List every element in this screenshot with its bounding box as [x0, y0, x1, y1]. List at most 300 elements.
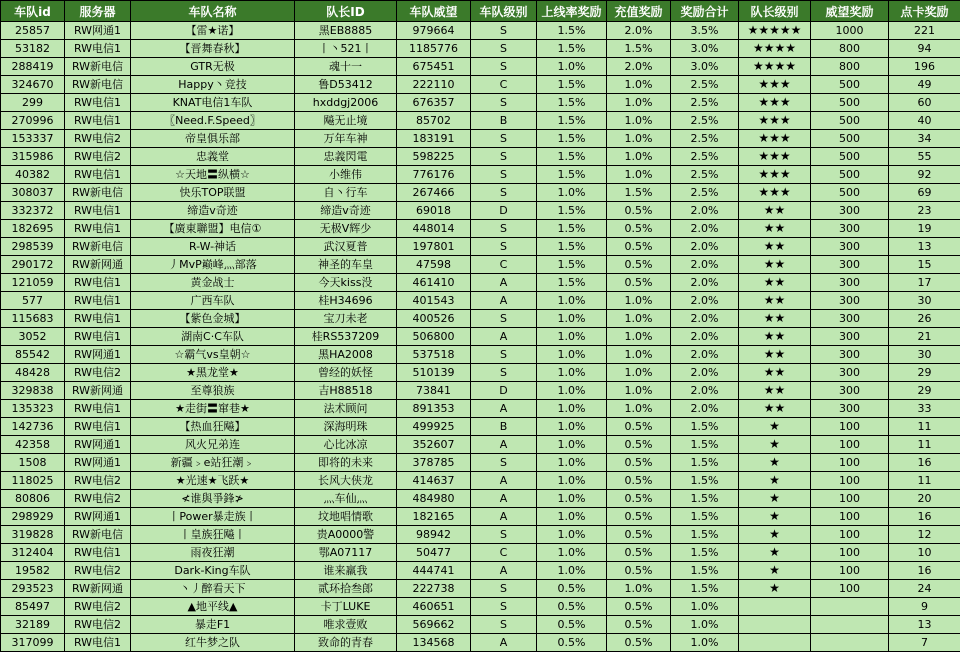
cell-prestige-reward: 100	[811, 580, 889, 598]
cell-total-reward: 2.0%	[671, 256, 739, 274]
cell-team-id: 182695	[1, 220, 65, 238]
cell-online-rate-reward: 1.0%	[537, 418, 607, 436]
cell-prestige-reward	[811, 598, 889, 616]
cell-total-reward: 1.5%	[671, 508, 739, 526]
table-row	[1, 22, 960, 40]
cell-team-level: S	[471, 40, 537, 58]
cell-recharge-reward: 0.5%	[607, 508, 671, 526]
cell-recharge-reward: 1.0%	[607, 364, 671, 382]
cell-server: RW新电信	[65, 58, 131, 76]
cell-online-rate-reward: 1.5%	[537, 130, 607, 148]
cell-prestige-reward: 1000	[811, 22, 889, 40]
cell-total-reward: 2.0%	[671, 274, 739, 292]
cell-captain-id: 致命的青春	[295, 634, 397, 652]
cell-team-level: S	[471, 310, 537, 328]
cell-team-id: 270996	[1, 112, 65, 130]
table-row	[1, 256, 960, 274]
cell-team-name: 〖Need.F.Speed〗	[131, 112, 295, 130]
header-row	[1, 1, 960, 22]
cell-total-reward: 2.0%	[671, 364, 739, 382]
cell-total-reward: 2.0%	[671, 346, 739, 364]
column-header-prestige-reward: 威望奖励	[811, 1, 889, 22]
cell-captain-id: 万年车神	[295, 130, 397, 148]
cell-captain-level: ★★	[739, 274, 811, 292]
cell-point-card-reward: 24	[889, 580, 960, 598]
cell-online-rate-reward: 1.0%	[537, 292, 607, 310]
cell-total-reward: 2.0%	[671, 238, 739, 256]
cell-team-level: S	[471, 166, 537, 184]
cell-captain-id: 桂H34696	[295, 292, 397, 310]
cell-server: RW网通1	[65, 454, 131, 472]
cell-server: RW新网通	[65, 580, 131, 598]
cell-captain-level: ★	[739, 454, 811, 472]
table-row	[1, 490, 960, 508]
cell-captain-level	[739, 598, 811, 616]
cell-team-prestige: 50477	[397, 544, 471, 562]
cell-team-id: 135323	[1, 400, 65, 418]
cell-team-level: A	[471, 490, 537, 508]
cell-team-level: C	[471, 544, 537, 562]
cell-captain-level: ★★★	[739, 166, 811, 184]
cell-captain-level: ★	[739, 580, 811, 598]
cell-server: RW电信2	[65, 598, 131, 616]
cell-server: RW电信2	[65, 130, 131, 148]
cell-captain-id: 灬车仙灬	[295, 490, 397, 508]
cell-recharge-reward: 2.0%	[607, 22, 671, 40]
cell-server: RW网通1	[65, 346, 131, 364]
cell-team-id: 298929	[1, 508, 65, 526]
table-row	[1, 328, 960, 346]
cell-point-card-reward: 16	[889, 508, 960, 526]
cell-captain-id: 魂十一	[295, 58, 397, 76]
cell-team-id: 42358	[1, 436, 65, 454]
cell-team-prestige: 98942	[397, 526, 471, 544]
cell-captain-id: 心比冰凉	[295, 436, 397, 454]
cell-team-prestige: 400526	[397, 310, 471, 328]
cell-team-id: 308037	[1, 184, 65, 202]
cell-captain-id: 坟地唱情歌	[295, 508, 397, 526]
cell-team-name: 【热血狂飚】	[131, 418, 295, 436]
cell-point-card-reward: 15	[889, 256, 960, 274]
cell-online-rate-reward: 1.5%	[537, 22, 607, 40]
cell-prestige-reward: 300	[811, 202, 889, 220]
cell-online-rate-reward: 1.0%	[537, 436, 607, 454]
table-row	[1, 58, 960, 76]
cell-captain-level: ★★★	[739, 130, 811, 148]
cell-online-rate-reward: 1.0%	[537, 328, 607, 346]
cell-recharge-reward: 1.0%	[607, 112, 671, 130]
cell-captain-id: 今天kiss没	[295, 274, 397, 292]
cell-team-id: 80806	[1, 490, 65, 508]
cell-captain-id: 宝刀未老	[295, 310, 397, 328]
cell-team-level: S	[471, 94, 537, 112]
cell-online-rate-reward: 1.5%	[537, 94, 607, 112]
cell-server: RW新网通	[65, 256, 131, 274]
cell-total-reward: 2.0%	[671, 328, 739, 346]
cell-captain-id: 小维伟	[295, 166, 397, 184]
cell-point-card-reward: 13	[889, 616, 960, 634]
cell-recharge-reward: 0.5%	[607, 562, 671, 580]
cell-team-name: ≮谁與爭鋒≯	[131, 490, 295, 508]
cell-total-reward: 2.0%	[671, 292, 739, 310]
cell-server: RW电信1	[65, 328, 131, 346]
cell-team-prestige: 267466	[397, 184, 471, 202]
cell-prestige-reward: 300	[811, 274, 889, 292]
cell-online-rate-reward: 1.5%	[537, 76, 607, 94]
table-row	[1, 508, 960, 526]
table-row	[1, 364, 960, 382]
cell-team-id: 85542	[1, 346, 65, 364]
cell-team-name: 快乐TOP联盟	[131, 184, 295, 202]
cell-team-name: 红牛梦之队	[131, 634, 295, 652]
table-row	[1, 166, 960, 184]
cell-team-level: S	[471, 130, 537, 148]
cell-total-reward: 1.5%	[671, 454, 739, 472]
cell-team-level: A	[471, 472, 537, 490]
cell-captain-level: ★★★★	[739, 58, 811, 76]
cell-team-prestige: 598225	[397, 148, 471, 166]
cell-team-name: 帝皇俱乐部	[131, 130, 295, 148]
cell-point-card-reward: 7	[889, 634, 960, 652]
cell-team-prestige: 569662	[397, 616, 471, 634]
cell-captain-id: 卡丁LUKE	[295, 598, 397, 616]
cell-prestige-reward: 300	[811, 238, 889, 256]
cell-total-reward: 2.5%	[671, 76, 739, 94]
cell-team-prestige: 460651	[397, 598, 471, 616]
cell-team-name: 丨Power暴走族丨	[131, 508, 295, 526]
cell-prestige-reward: 800	[811, 58, 889, 76]
cell-server: RW网通1	[65, 22, 131, 40]
cell-team-name: 风火兄弟连	[131, 436, 295, 454]
cell-team-prestige: 444741	[397, 562, 471, 580]
column-header-team-name: 车队名称	[131, 1, 295, 22]
cell-team-prestige: 414637	[397, 472, 471, 490]
cell-team-level: A	[471, 562, 537, 580]
cell-recharge-reward: 0.5%	[607, 436, 671, 454]
table-row	[1, 220, 960, 238]
cell-team-name: 【晋舞春秋】	[131, 40, 295, 58]
cell-recharge-reward: 1.0%	[607, 148, 671, 166]
cell-online-rate-reward: 1.5%	[537, 148, 607, 166]
cell-prestige-reward: 500	[811, 148, 889, 166]
cell-team-id: 290172	[1, 256, 65, 274]
table-row	[1, 400, 960, 418]
cell-online-rate-reward: 0.5%	[537, 580, 607, 598]
cell-prestige-reward: 100	[811, 490, 889, 508]
table-row	[1, 112, 960, 130]
column-header-server: 服务器	[65, 1, 131, 22]
table-row	[1, 472, 960, 490]
column-header-captain-id: 队长ID	[295, 1, 397, 22]
cell-team-id: 121059	[1, 274, 65, 292]
cell-point-card-reward: 10	[889, 544, 960, 562]
cell-team-name: ★走街〓窜巷★	[131, 400, 295, 418]
cell-server: RW电信2	[65, 148, 131, 166]
cell-point-card-reward: 40	[889, 112, 960, 130]
cell-server: RW网通1	[65, 508, 131, 526]
cell-captain-id: 武汉夏普	[295, 238, 397, 256]
cell-captain-level: ★★	[739, 346, 811, 364]
cell-team-id: 118025	[1, 472, 65, 490]
table-row	[1, 94, 960, 112]
cell-recharge-reward: 0.5%	[607, 598, 671, 616]
cell-captain-id: hxddgj2006	[295, 94, 397, 112]
table-row	[1, 310, 960, 328]
cell-recharge-reward: 1.0%	[607, 580, 671, 598]
cell-captain-level: ★★	[739, 328, 811, 346]
column-header-recharge-reward: 充值奖励	[607, 1, 671, 22]
cell-team-prestige: 222738	[397, 580, 471, 598]
cell-team-id: 142736	[1, 418, 65, 436]
cell-point-card-reward: 21	[889, 328, 960, 346]
cell-point-card-reward: 12	[889, 526, 960, 544]
cell-online-rate-reward: 1.0%	[537, 184, 607, 202]
cell-captain-id: 法术顾问	[295, 400, 397, 418]
cell-team-level: A	[471, 400, 537, 418]
cell-point-card-reward: 17	[889, 274, 960, 292]
cell-total-reward: 1.5%	[671, 562, 739, 580]
cell-team-level: A	[471, 292, 537, 310]
cell-server: RW电信1	[65, 634, 131, 652]
cell-captain-id: 深海明珠	[295, 418, 397, 436]
cell-team-prestige: 378785	[397, 454, 471, 472]
cell-point-card-reward: 26	[889, 310, 960, 328]
cell-team-name: 新疆﹥e站狂潮﹥	[131, 454, 295, 472]
cell-team-id: 3052	[1, 328, 65, 346]
cell-total-reward: 2.5%	[671, 94, 739, 112]
cell-captain-level: ★★	[739, 292, 811, 310]
cell-prestige-reward: 300	[811, 220, 889, 238]
cell-team-level: S	[471, 148, 537, 166]
cell-team-prestige: 222110	[397, 76, 471, 94]
cell-total-reward: 1.5%	[671, 436, 739, 454]
cell-captain-level: ★★	[739, 202, 811, 220]
cell-team-id: 25857	[1, 22, 65, 40]
cell-team-name: R-W-神话	[131, 238, 295, 256]
cell-recharge-reward: 0.5%	[607, 256, 671, 274]
cell-online-rate-reward: 1.0%	[537, 400, 607, 418]
cell-point-card-reward: 49	[889, 76, 960, 94]
cell-point-card-reward: 69	[889, 184, 960, 202]
cell-prestige-reward: 500	[811, 130, 889, 148]
cell-prestige-reward: 300	[811, 346, 889, 364]
cell-team-prestige: 85702	[397, 112, 471, 130]
cell-server: RW电信1	[65, 544, 131, 562]
cell-team-id: 288419	[1, 58, 65, 76]
cell-captain-id: 黑EB8885	[295, 22, 397, 40]
cell-recharge-reward: 0.5%	[607, 634, 671, 652]
cell-point-card-reward: 196	[889, 58, 960, 76]
table-body	[1, 22, 960, 652]
cell-team-name: 至尊狼族	[131, 382, 295, 400]
cell-captain-id: 曾经的妖怪	[295, 364, 397, 382]
cell-team-id: 153337	[1, 130, 65, 148]
cell-team-prestige: 776176	[397, 166, 471, 184]
cell-prestige-reward: 100	[811, 472, 889, 490]
cell-captain-level: ★	[739, 544, 811, 562]
cell-team-id: 48428	[1, 364, 65, 382]
cell-captain-level: ★★★	[739, 112, 811, 130]
cell-prestige-reward: 100	[811, 544, 889, 562]
cell-captain-level: ★★	[739, 310, 811, 328]
cell-team-level: S	[471, 238, 537, 256]
cell-prestige-reward: 500	[811, 94, 889, 112]
cell-recharge-reward: 0.5%	[607, 616, 671, 634]
cell-online-rate-reward: 1.0%	[537, 562, 607, 580]
cell-recharge-reward: 0.5%	[607, 526, 671, 544]
cell-prestige-reward: 100	[811, 436, 889, 454]
cell-captain-level: ★★	[739, 238, 811, 256]
cell-team-level: B	[471, 112, 537, 130]
cell-server: RW电信2	[65, 616, 131, 634]
cell-team-level: C	[471, 76, 537, 94]
table-row	[1, 76, 960, 94]
cell-server: RW网通1	[65, 436, 131, 454]
cell-point-card-reward: 20	[889, 490, 960, 508]
cell-total-reward: 1.5%	[671, 580, 739, 598]
table-row	[1, 436, 960, 454]
cell-team-name: ☆天地〓纵横☆	[131, 166, 295, 184]
cell-total-reward: 2.0%	[671, 202, 739, 220]
cell-online-rate-reward: 1.0%	[537, 544, 607, 562]
cell-team-level: S	[471, 616, 537, 634]
cell-prestige-reward: 300	[811, 256, 889, 274]
table-row	[1, 616, 960, 634]
cell-prestige-reward: 300	[811, 400, 889, 418]
cell-captain-id: 吉H88518	[295, 382, 397, 400]
cell-recharge-reward: 0.5%	[607, 220, 671, 238]
cell-total-reward: 1.5%	[671, 526, 739, 544]
cell-team-level: A	[471, 508, 537, 526]
cell-team-id: 1508	[1, 454, 65, 472]
cell-captain-level: ★	[739, 490, 811, 508]
cell-team-name: ★光速★飞跃★	[131, 472, 295, 490]
cell-captain-id: 丨丶521丨	[295, 40, 397, 58]
table-row	[1, 148, 960, 166]
cell-team-prestige: 47598	[397, 256, 471, 274]
table-row	[1, 274, 960, 292]
cell-captain-level: ★	[739, 472, 811, 490]
cell-recharge-reward: 1.0%	[607, 292, 671, 310]
cell-online-rate-reward: 1.0%	[537, 346, 607, 364]
cell-prestige-reward: 300	[811, 292, 889, 310]
cell-team-prestige: 352607	[397, 436, 471, 454]
cell-server: RW新网通	[65, 382, 131, 400]
table-row	[1, 238, 960, 256]
cell-prestige-reward: 300	[811, 328, 889, 346]
table-row	[1, 580, 960, 598]
cell-team-prestige: 69018	[397, 202, 471, 220]
cell-team-id: 324670	[1, 76, 65, 94]
cell-point-card-reward: 19	[889, 220, 960, 238]
cell-prestige-reward: 800	[811, 40, 889, 58]
cell-online-rate-reward: 1.5%	[537, 256, 607, 274]
cell-online-rate-reward: 1.0%	[537, 310, 607, 328]
cell-captain-id: 黑HA2008	[295, 346, 397, 364]
cell-prestige-reward: 100	[811, 526, 889, 544]
cell-online-rate-reward: 1.5%	[537, 202, 607, 220]
cell-team-id: 53182	[1, 40, 65, 58]
cell-point-card-reward: 94	[889, 40, 960, 58]
cell-prestige-reward: 500	[811, 184, 889, 202]
cell-team-level: S	[471, 364, 537, 382]
cell-team-name: KNAT电信1车队	[131, 94, 295, 112]
cell-team-name: Happy丶竞技	[131, 76, 295, 94]
cell-server: RW电信2	[65, 364, 131, 382]
cell-total-reward: 2.5%	[671, 166, 739, 184]
cell-server: RW电信1	[65, 400, 131, 418]
table-row	[1, 562, 960, 580]
cell-team-id: 19582	[1, 562, 65, 580]
cell-team-id: 319828	[1, 526, 65, 544]
cell-point-card-reward: 33	[889, 400, 960, 418]
cell-online-rate-reward: 1.0%	[537, 58, 607, 76]
cell-team-level: A	[471, 274, 537, 292]
cell-team-name: 广西车队	[131, 292, 295, 310]
cell-total-reward: 1.0%	[671, 598, 739, 616]
cell-point-card-reward: 221	[889, 22, 960, 40]
cell-team-name: 黄金战士	[131, 274, 295, 292]
cell-team-name: GTR无极	[131, 58, 295, 76]
cell-online-rate-reward: 1.5%	[537, 40, 607, 58]
cell-point-card-reward: 16	[889, 454, 960, 472]
column-header-team-prestige: 车队威望	[397, 1, 471, 22]
cell-total-reward: 1.0%	[671, 634, 739, 652]
cell-captain-level: ★★	[739, 382, 811, 400]
cell-point-card-reward: 55	[889, 148, 960, 166]
table-row	[1, 40, 960, 58]
cell-team-id: 115683	[1, 310, 65, 328]
cell-total-reward: 3.5%	[671, 22, 739, 40]
cell-recharge-reward: 1.5%	[607, 184, 671, 202]
cell-team-level: B	[471, 418, 537, 436]
cell-team-level: D	[471, 202, 537, 220]
cell-team-name: 【廣東聯盟】电信①	[131, 220, 295, 238]
cell-team-id: 312404	[1, 544, 65, 562]
cell-team-name: 丿MvP巅峰灬部落	[131, 256, 295, 274]
cell-prestige-reward: 100	[811, 562, 889, 580]
cell-team-name: 忠義堂	[131, 148, 295, 166]
cell-recharge-reward: 1.0%	[607, 328, 671, 346]
cell-team-level: S	[471, 580, 537, 598]
cell-captain-level: ★★	[739, 364, 811, 382]
cell-total-reward: 1.0%	[671, 616, 739, 634]
cell-captain-id: 飚无止境	[295, 112, 397, 130]
cell-team-prestige: 182165	[397, 508, 471, 526]
cell-captain-id: 贰环拾叁郎	[295, 580, 397, 598]
cell-team-level: S	[471, 58, 537, 76]
cell-online-rate-reward: 0.5%	[537, 598, 607, 616]
cell-team-level: S	[471, 220, 537, 238]
cell-team-level: C	[471, 256, 537, 274]
cell-online-rate-reward: 0.5%	[537, 634, 607, 652]
cell-point-card-reward: 23	[889, 202, 960, 220]
cell-recharge-reward: 0.5%	[607, 472, 671, 490]
cell-captain-id: 无极V辉少	[295, 220, 397, 238]
table-row	[1, 418, 960, 436]
cell-total-reward: 3.0%	[671, 58, 739, 76]
cell-online-rate-reward: 1.0%	[537, 526, 607, 544]
cell-team-level: S	[471, 22, 537, 40]
cell-team-id: 32189	[1, 616, 65, 634]
cell-captain-level: ★★★★	[739, 40, 811, 58]
cell-captain-id: 鲁D53412	[295, 76, 397, 94]
cell-total-reward: 2.0%	[671, 400, 739, 418]
cell-prestige-reward: 500	[811, 166, 889, 184]
cell-team-prestige: 401543	[397, 292, 471, 310]
cell-total-reward: 2.5%	[671, 184, 739, 202]
cell-team-name: Dark-King车队	[131, 562, 295, 580]
